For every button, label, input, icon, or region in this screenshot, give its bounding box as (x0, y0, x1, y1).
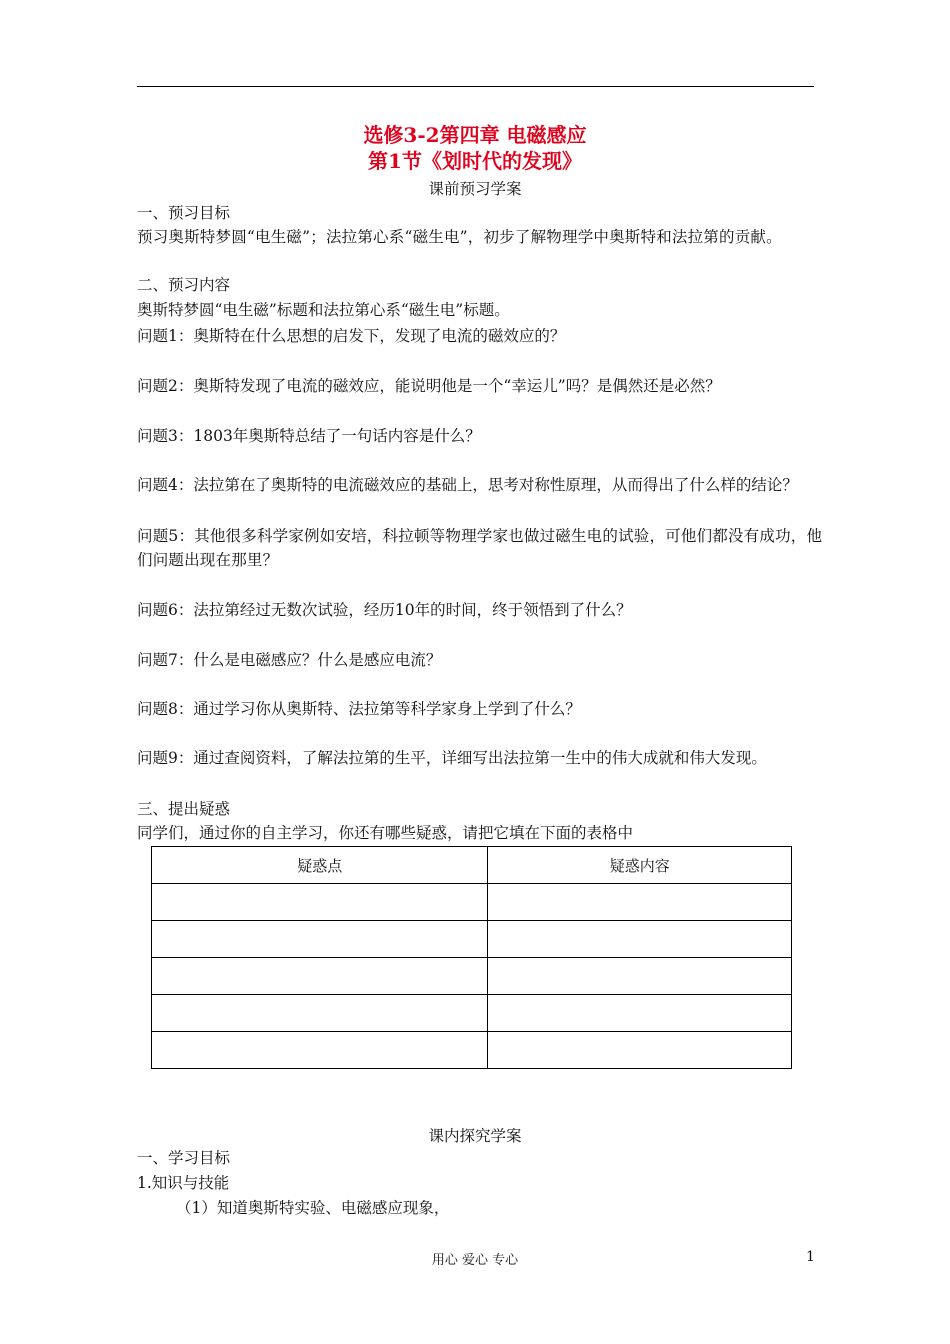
table-cell[interactable] (152, 884, 488, 921)
table-row (152, 1032, 792, 1069)
table-cell[interactable] (488, 995, 792, 1032)
knowledge-item-1: （1）知道奥斯特实验、电磁感应现象， (176, 1199, 450, 1217)
learning-goal-heading: 一、学习目标 (137, 1149, 231, 1167)
question-7: 问题7：什么是电磁感应？什么是感应电流？ (137, 651, 442, 669)
document-subtitle: 第1节《划时代的发现》 (368, 149, 582, 173)
table-cell[interactable] (488, 921, 792, 958)
column-header-doubt-content: 疑惑内容 (488, 847, 792, 884)
page-footer: 用心 爱心 专心 (431, 1253, 519, 1268)
table-row (152, 958, 792, 995)
question-9: 问题9：通过查阅资料，了解法拉第的生平，详细写出法拉第一生中的伟大成就和伟大发现。 (137, 749, 767, 767)
section-label-in-class: 课内探究学案 (428, 1127, 522, 1145)
question-1: 问题1：奥斯特在什么思想的启发下，发现了电流的磁效应的？ (137, 327, 566, 345)
table-cell[interactable] (152, 958, 488, 995)
table-cell[interactable] (152, 1032, 488, 1069)
table-cell[interactable] (488, 884, 792, 921)
question-8: 问题8：通过学习你从奥斯特、法拉第等科学家身上学到了什么？ (137, 700, 581, 718)
question-4: 问题4：法拉第在了奥斯特的电流磁效应的基础上，思考对称性原理，从而得出了什么样的结论？ (137, 476, 798, 494)
question-2: 问题2：奥斯特发现了电流的磁效应，能说明他是一个“幸运儿”吗？是偶然还是必然？ (137, 377, 721, 395)
question-6: 问题6：法拉第经过无数次试验，经历10年的时间，终于领悟到了什么？ (137, 601, 632, 619)
table-cell[interactable] (152, 921, 488, 958)
preview-goal-heading: 一、预习目标 (137, 204, 231, 222)
preview-content-intro: 奥斯特梦圆“电生磁”标题和法拉第心系“磁生电”标题。 (137, 301, 510, 319)
doubts-table (151, 846, 792, 1069)
doubts-instruction: 同学们，通过你的自主学习，你还有哪些疑惑，请把它填在下面的表格中 (137, 824, 634, 842)
table-cell[interactable] (488, 1032, 792, 1069)
table-row (152, 921, 792, 958)
question-5: 问题5：其他很多科学家例如安培，科拉顿等物理学家也做过磁生电的试验，可他们都没有成功，他们问题出现在那里？ (137, 527, 823, 569)
knowledge-skills-heading: 1.知识与技能 (137, 1174, 230, 1192)
table-header-row (152, 847, 792, 884)
section-label-preview: 课前预习学案 (428, 180, 522, 198)
page-number: 1 (806, 1249, 815, 1265)
table-row (152, 884, 792, 921)
table-cell[interactable] (488, 958, 792, 995)
column-header-doubt-point: 疑惑点 (152, 847, 488, 884)
table-cell[interactable] (152, 995, 488, 1032)
question-3: 问题3：1803年奥斯特总结了一句话内容是什么？ (137, 427, 481, 445)
preview-goal-text: 预习奥斯特梦圆“电生磁”；法拉第心系“磁生电”，初步了解物理学中奥斯特和法拉第的贡献。 (137, 228, 782, 246)
table-row (152, 995, 792, 1032)
preview-content-heading: 二、预习内容 (137, 276, 231, 294)
doubts-heading: 三、提出疑惑 (137, 800, 231, 818)
header-rule (137, 86, 814, 87)
document-title: 选修3-2第四章 电磁感应 (363, 123, 587, 147)
